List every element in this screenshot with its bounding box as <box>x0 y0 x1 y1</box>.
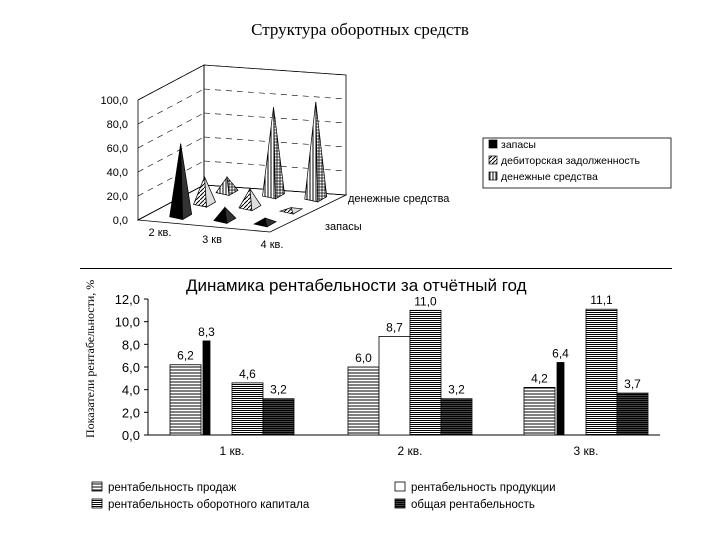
chart1-category-labels <box>149 227 284 251</box>
chart1-y-ticks <box>100 95 128 227</box>
legend-swatch <box>489 156 497 164</box>
divider-line <box>80 268 672 269</box>
bar-рентабельность продукции-2 кв. <box>379 336 410 435</box>
bar-рентабельность продукции-1 кв. <box>203 341 210 435</box>
y-tick-label: 6,0 <box>121 360 140 375</box>
pyramid-side-запасы-3 кв <box>225 207 236 223</box>
chart2-title: Динамика рентабельности за отчётный год <box>186 276 527 295</box>
pyramid-side-дебиторская задолженность-2 кв. <box>205 177 216 207</box>
data-label: 3,2 <box>270 382 287 397</box>
depth-label: денежные средства <box>348 193 450 205</box>
y-tick-label: 0,0 <box>112 215 128 227</box>
y-tick-label: 60,0 <box>106 143 128 155</box>
gridline-back <box>204 89 346 99</box>
y-tick-label: 100,0 <box>100 95 128 107</box>
data-label: 8,7 <box>386 320 403 335</box>
y-tick-label: 4,0 <box>121 382 140 398</box>
legend-label: общая рентабельность <box>411 499 535 511</box>
bar-рентабельность продаж-3 кв. <box>524 387 555 435</box>
category-label: 3 кв. <box>573 444 599 458</box>
pyramid-side-денежные средства-2 кв. <box>227 177 238 195</box>
chart2-bar-chart <box>0 270 720 540</box>
y-tick-label: 12,0 <box>114 292 140 307</box>
data-label: 4,6 <box>239 366 256 381</box>
legend-label: рентабельность оборотного капитала <box>108 499 310 511</box>
chart1-title: Структура оборотных средств <box>251 20 469 39</box>
depth-label: запасы <box>325 221 362 233</box>
legend-swatch <box>489 140 497 148</box>
data-label: 4,2 <box>531 371 548 386</box>
data-label: 11,1 <box>590 293 613 308</box>
legend-label: денежные средства <box>501 171 598 183</box>
data-label: 8,3 <box>198 324 215 339</box>
data-label: 3,7 <box>624 377 641 392</box>
pyramid-side-дебиторская задолженность-4 кв. <box>291 208 302 214</box>
data-label: 11,0 <box>414 294 437 309</box>
bar-рентабельность оборотного капитала-2 кв. <box>410 310 441 435</box>
legend-label: рентабельность продаж <box>108 482 237 494</box>
bar-рентабельность продукции-3 кв. <box>557 362 564 435</box>
legend-swatch <box>395 482 405 491</box>
data-label: 6,4 <box>552 346 569 361</box>
legend-label: дебиторская задолженность <box>501 155 640 167</box>
gridline-left <box>138 113 204 148</box>
y-axis-label: Показатели рентабельности, % <box>83 279 97 438</box>
legend-swatch <box>395 499 405 508</box>
pyramid-side-дебиторская задолженность-3 кв <box>250 189 261 211</box>
gridline-left <box>138 161 204 196</box>
y-tick-label: 40,0 <box>106 167 128 179</box>
data-label: 6,0 <box>355 351 372 365</box>
chart1-legend <box>483 138 671 188</box>
bar-рентабельность продаж-2 кв. <box>348 367 379 435</box>
gridline-left <box>138 137 204 172</box>
category-label: 2 кв. <box>148 227 172 239</box>
legend-label: рентабельность продукции <box>411 482 556 494</box>
bar-общая рентабельность-1 кв. <box>263 399 294 435</box>
legend-swatch <box>92 482 102 491</box>
data-label: 6,2 <box>177 348 194 363</box>
gridline-left <box>138 89 204 124</box>
bar-рентабельность оборотного капитала-1 кв. <box>232 383 263 435</box>
pyramid-side-запасы-2 кв. <box>181 144 192 220</box>
y-tick-label: 80,0 <box>106 119 128 131</box>
y-tick-label: 0,0 <box>121 428 140 443</box>
y-tick-label: 8,0 <box>121 337 140 353</box>
category-label: 2 кв. <box>397 444 423 458</box>
y-tick-label: 2,0 <box>121 405 140 421</box>
pyramid-side-запасы-4 кв. <box>265 218 276 227</box>
bar-общая рентабельность-3 кв. <box>617 393 648 435</box>
chart2-category-labels <box>220 444 599 458</box>
legend-label: запасы <box>501 139 536 151</box>
y-tick-label: 20,0 <box>106 191 128 203</box>
bar-рентабельность продаж-1 кв. <box>170 365 201 435</box>
pyramid-side-денежные средства-4 кв. <box>316 102 327 202</box>
chart2-legend <box>92 482 556 511</box>
bar-общая рентабельность-2 кв. <box>441 399 472 435</box>
legend-swatch <box>489 172 497 180</box>
y-tick-label: 10,0 <box>114 314 140 330</box>
data-label: 3,2 <box>448 382 465 397</box>
category-label: 4 кв. <box>260 239 284 251</box>
bar-рентабельность оборотного капитала-3 кв. <box>586 309 617 435</box>
legend-swatch <box>92 499 102 508</box>
category-label: 1 кв. <box>219 444 245 458</box>
chart1-depth-labels <box>325 193 450 233</box>
category-label: 3 кв <box>202 234 222 246</box>
pyramid-side-денежные средства-3 кв <box>274 107 285 199</box>
